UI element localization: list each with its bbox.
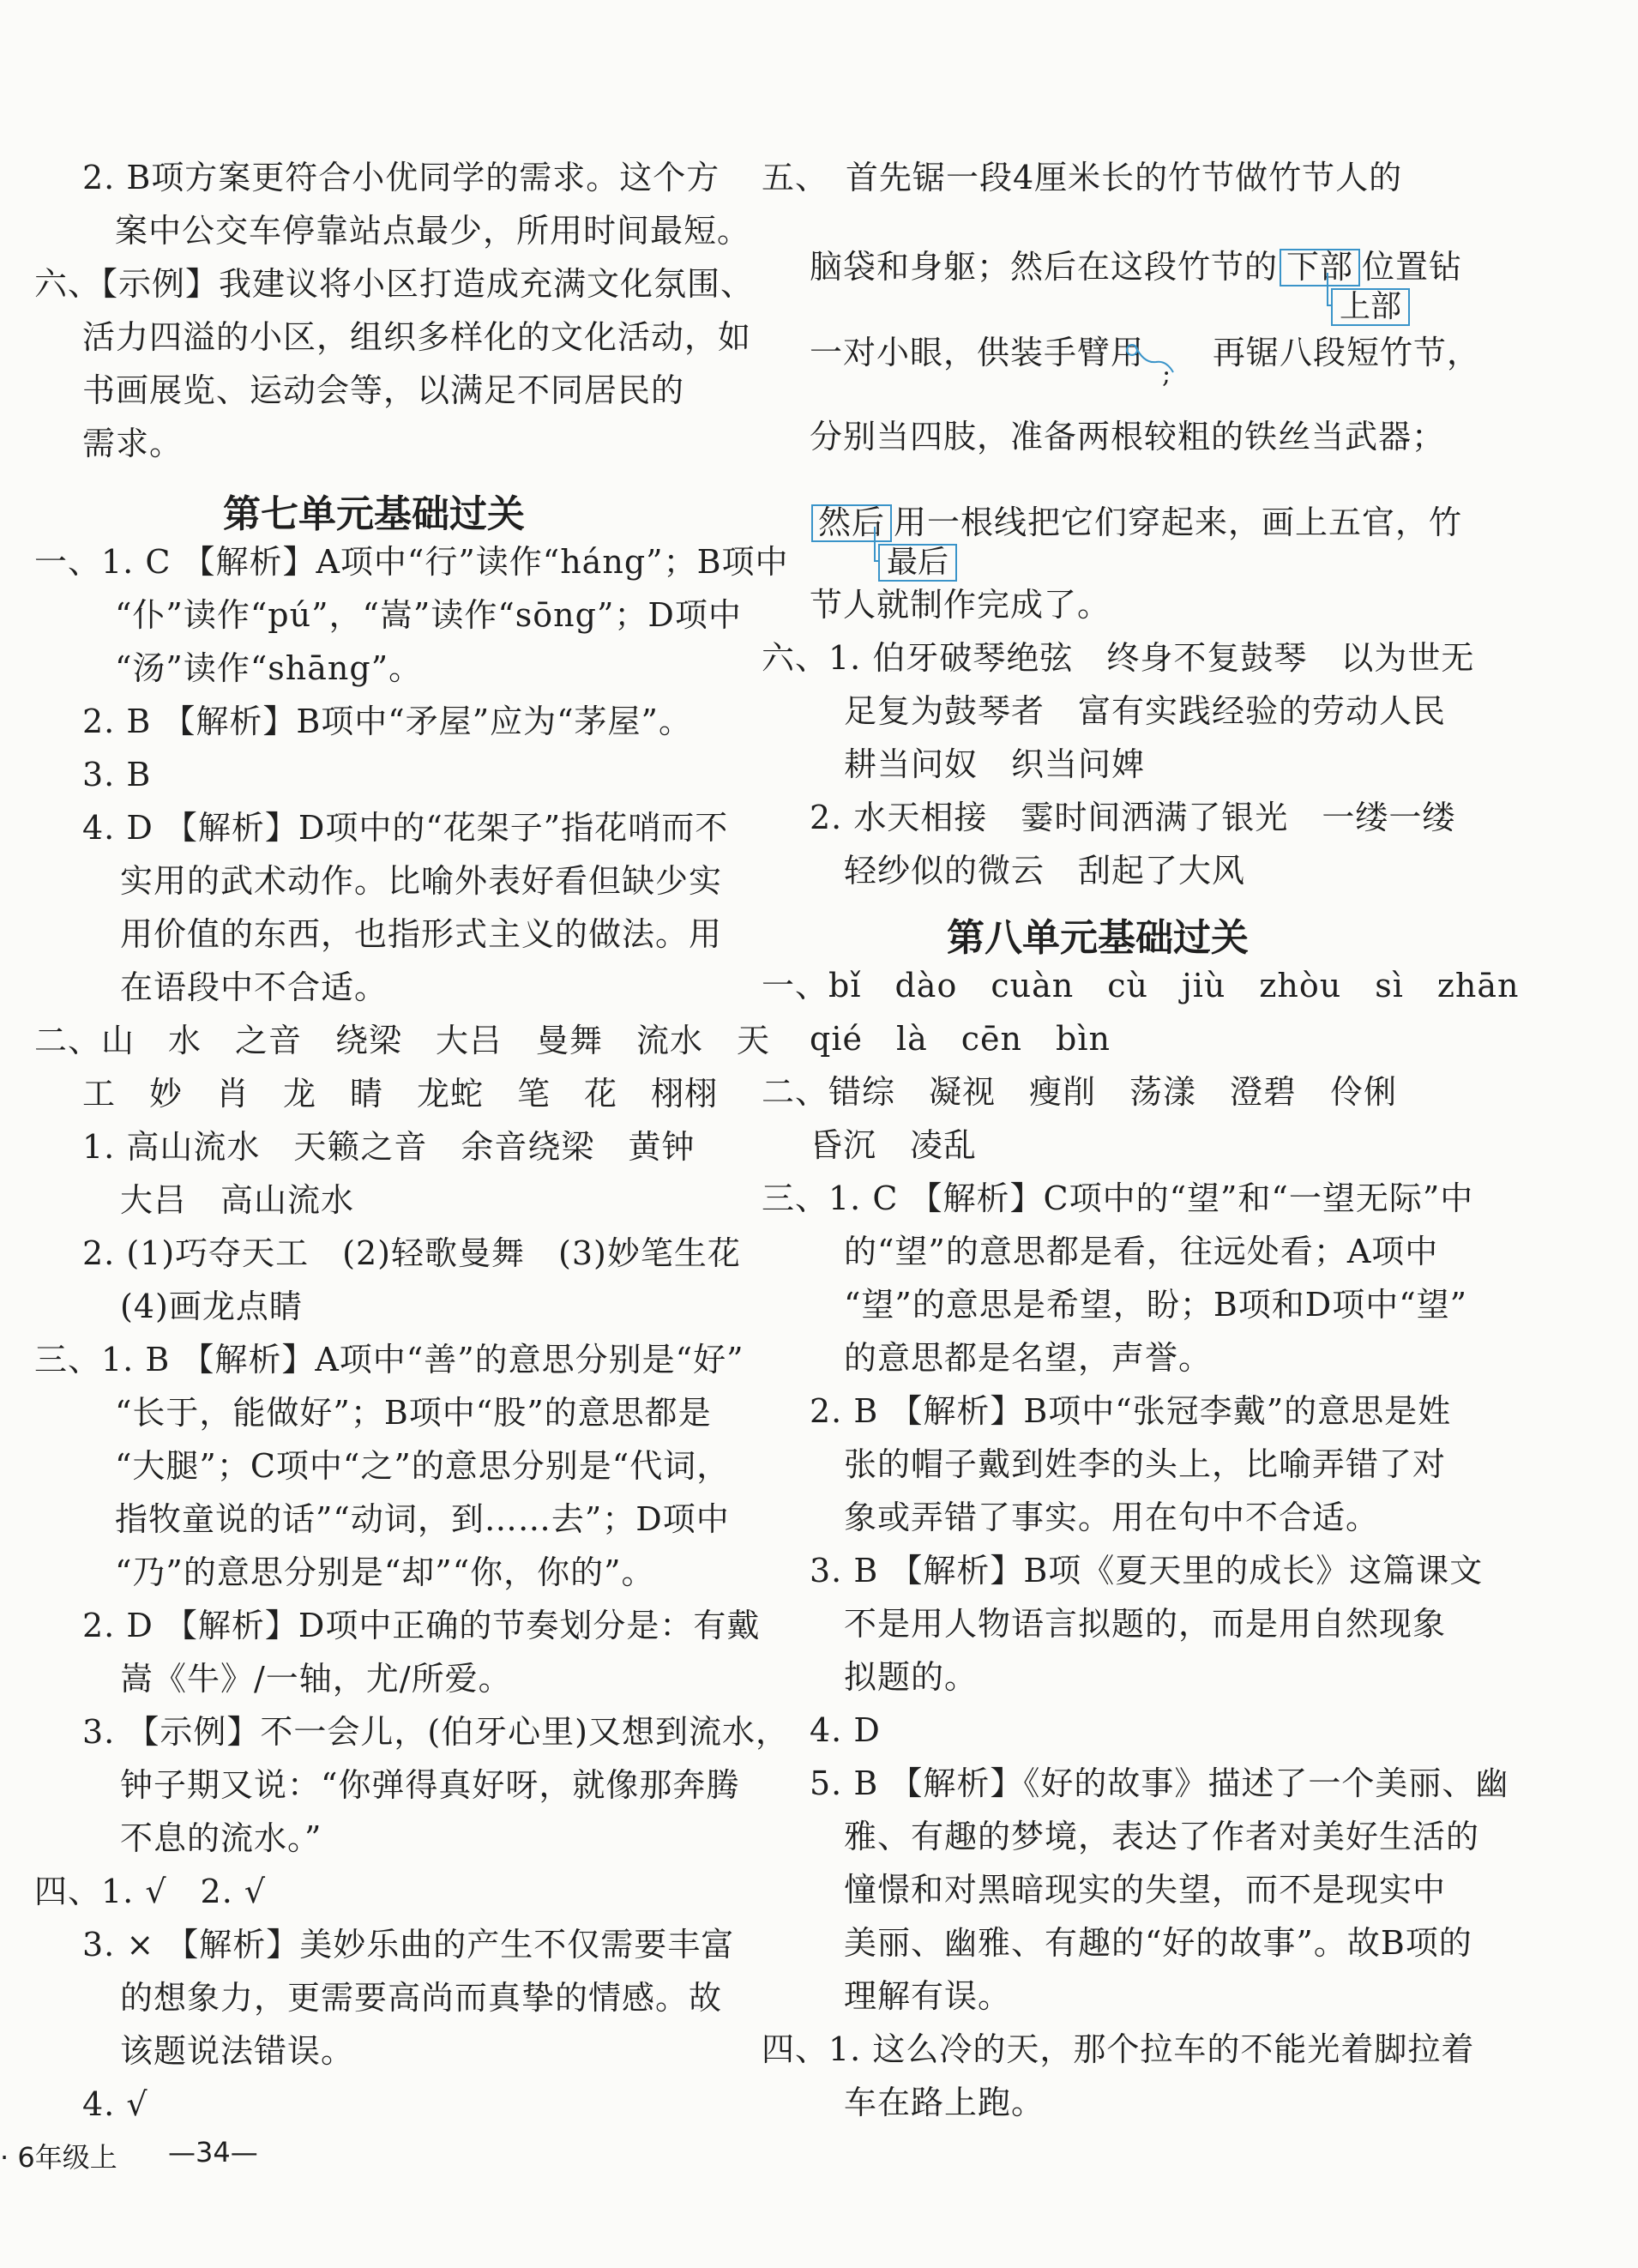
text-segment: 位置钻 — [1362, 248, 1463, 286]
right-line-16: 象或弄错了事实。用在句中不合适。 — [844, 1499, 1380, 1536]
unit-8-title: 第八单元基础过关 — [947, 916, 1249, 960]
right-line-13: 的意思都是名望，声誉。 — [844, 1339, 1213, 1377]
correction-word-box: 最后 — [878, 544, 957, 582]
left-line-23: “长于，能做好”；B项中“股”的意思都是 — [115, 1394, 712, 1432]
unit-7-title: 第七单元基础过关 — [223, 492, 525, 536]
left-line-27: 2. D 【解析】D项中正确的节奏划分是：有戴 — [82, 1607, 761, 1644]
right-line-2: 足复为鼓琴者 富有实践经验的劳动人民 — [844, 692, 1447, 730]
right-line-26: 四、1. 这么冷的天，那个拉车的不能光着脚拉着 — [762, 2030, 1475, 2068]
grade-label: 6年级上 — [17, 2141, 117, 2174]
left-line-22: 三、1. B 【解析】A项中“善”的意思分别是“好” — [34, 1341, 744, 1378]
right-line-17: 3. B 【解析】B项《夏天里的成长》这篇课文 — [810, 1552, 1484, 1589]
left-line-25: 指牧童说的话”“动词，到……去”；D项中 — [115, 1500, 730, 1538]
right-five-line-6: 节人就制作完成了。 — [810, 586, 1111, 624]
text-segment: 脑袋和身躯；然后在这段竹节的 — [810, 248, 1279, 286]
right-line-10: 三、1. C 【解析】C项中的“望”和“一望无际”中 — [762, 1179, 1474, 1217]
right-line-3: 耕当问奴 织当问婢 — [844, 745, 1146, 783]
right-line-7: qié là cēn bìn — [810, 1020, 1111, 1058]
right-line-11: 的“望”的意思都是看，往远处看；A项中 — [844, 1233, 1439, 1270]
right-line-24: 美丽、幽雅、有趣的“好的故事”。故B项的 — [844, 1924, 1472, 1962]
text-segment: 一对小眼，供装手臂用 — [810, 334, 1145, 371]
left-line-4: 活力四溢的小区，组织多样化的文化活动，如 — [82, 318, 752, 356]
right-line-14: 2. B 【解析】B项中“张冠李戴”的意思是姓 — [810, 1392, 1452, 1430]
right-line-9: 昏沉 凌乱 — [810, 1126, 978, 1164]
left-line-13: 实用的武术动作。比喻外表好看但缺少实 — [120, 862, 723, 900]
right-line-15: 张的帽子戴到姓李的头上，比喻弄错了对 — [844, 1445, 1447, 1483]
left-line-3: 六、【示例】我建议将小区打造成充满文化氛围、 — [34, 265, 755, 303]
left-line-17: 工 妙 肖 龙 睛 龙蛇 笔 花 栩栩 — [82, 1075, 719, 1113]
left-line-24: “大腿”；C项中“之”的意思分别是“代词， — [115, 1447, 731, 1485]
left-line-5: 书画展览、运动会等，以满足不同居民的 — [82, 371, 685, 409]
right-line-4: 2. 水天相接 霎时间洒满了银光 一缕一缕 — [810, 799, 1456, 836]
insert-mark-semicolon: ; — [1162, 359, 1171, 389]
marked-word-box: 然后 — [811, 504, 892, 542]
left-line-33: 3. × 【解析】美妙乐曲的产生不仅需要丰富 — [82, 1926, 735, 1963]
right-five-line-5 — [810, 504, 1462, 542]
right-line-5: 轻纱似的微云 刮起了大风 — [844, 852, 1246, 890]
left-line-11: 3. B — [82, 756, 152, 793]
right-line-25: 理解有误。 — [844, 1977, 1012, 2015]
left-line-16: 二、山 水 之音 绕梁 大吕 曼舞 流水 天 — [34, 1022, 771, 1059]
left-line-21: (4)画龙点睛 — [120, 1288, 303, 1325]
left-line-8: “仆”读作“pú”，“嵩”读作“sōng”；D项中 — [115, 596, 742, 634]
right-five-line-4: 分别当四肢，准备两根较粗的铁丝当武器； — [810, 418, 1446, 455]
left-line-6: 需求。 — [82, 425, 184, 462]
left-line-28: 嵩《牛》/一轴，尤/所爱。 — [120, 1660, 512, 1698]
left-line-26: “乃”的意思分别是“却”“你，你的”。 — [115, 1553, 655, 1591]
left-line-30: 钟子期又说：“你弹得真好呀，就像那奔腾 — [120, 1766, 740, 1804]
left-line-18: 1. 高山流水 天籁之音 余音绕梁 黄钟 — [82, 1128, 696, 1166]
left-line-14: 用价值的东西，也指形式主义的做法。用 — [120, 915, 723, 953]
right-five-line-2 — [810, 249, 1462, 287]
right-line-1: 六、1. 伯牙破琴绝弦 终身不复鼓琴 以为世无 — [762, 639, 1475, 677]
left-line-2: 案中公交车停靠站点最少，所用时间最短。 — [115, 212, 751, 250]
right-line-21: 5. B 【解析】《好的故事》描述了一个美丽、幽 — [810, 1764, 1509, 1802]
right-line-12: “望”的意思是希望，盼；B项和D项中“望” — [844, 1286, 1468, 1324]
right-line-6: 一、bǐ dào cuàn cù jiù zhòu sì zhān — [762, 967, 1520, 1004]
text-segment: 用一根线把它们穿起来，画上五官，竹 — [894, 504, 1463, 541]
footer-bullet: · — [0, 2141, 9, 2174]
right-five-line-3 — [810, 336, 1480, 369]
right-line-18: 不是用人物语言拟题的，而是用自然现象 — [844, 1605, 1447, 1643]
left-line-35: 该题说法错误。 — [120, 2032, 355, 2070]
right-line-22: 雅、有趣的梦境，表达了作者对美好生活的 — [844, 1818, 1480, 1855]
left-line-29: 3. 【示例】不一会儿，(伯牙心里)又想到流水， — [82, 1713, 789, 1751]
right-line-23: 憧憬和对黑暗现实的失望，而不是现实中 — [844, 1871, 1447, 1909]
left-line-36: 4. √ — [82, 2085, 148, 2123]
footer-grade — [0, 2136, 117, 2175]
left-line-15: 在语段中不合适。 — [120, 968, 388, 1006]
left-line-12: 4. D 【解析】D项中的“花架子”指花哨而不 — [82, 809, 729, 847]
left-line-1: 2. B项方案更符合小优同学的需求。这个方 — [82, 159, 720, 196]
left-line-7: 一、1. C 【解析】A项中“行”读作“háng”；B项中 — [34, 543, 789, 581]
right-line-8: 二、错综 凝视 瘦削 荡漾 澄碧 伶俐 — [762, 1073, 1398, 1111]
text-segment: 再锯八段短竹节， — [1213, 334, 1481, 371]
left-line-34: 的想象力，更需要高尚而真挚的情感。故 — [120, 1979, 723, 2017]
right-line-19: 拟题的。 — [844, 1658, 979, 1696]
left-line-31: 不息的流水。” — [120, 1819, 322, 1857]
right-line-27: 车在路上跑。 — [844, 2084, 1045, 2121]
left-line-32: 四、1. √ 2. √ — [34, 1873, 267, 1910]
right-five-line-1: 五、 首先锯一段4厘米长的竹节做竹节人的 — [762, 159, 1403, 196]
right-line-20: 4. D — [810, 1711, 881, 1749]
left-line-20: 2. (1)巧夺天工 (2)轻歌曼舞 (3)妙笔生花 — [82, 1234, 741, 1272]
left-line-10: 2. B 【解析】B项中“矛屋”应为“茅屋”。 — [82, 703, 692, 740]
left-line-9: “汤”读作“shāng”。 — [115, 649, 423, 687]
correction-word-box: 上部 — [1331, 288, 1410, 326]
page-number: —34— — [168, 2136, 258, 2168]
marked-word-box: 下部 — [1280, 249, 1360, 287]
left-line-19: 大吕 高山流水 — [120, 1181, 355, 1219]
